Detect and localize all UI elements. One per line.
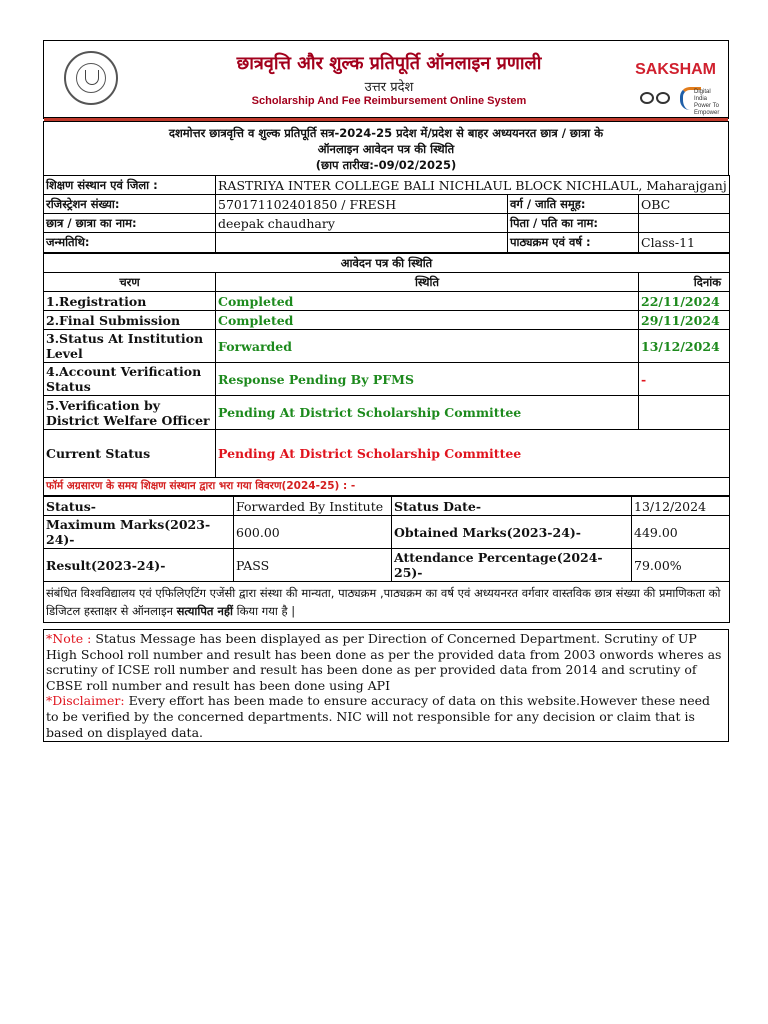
- student-name-label: छात्र / छात्रा का नाम:: [44, 214, 216, 233]
- stage-status: Completed: [216, 292, 639, 311]
- up-government-emblem-icon: [64, 51, 118, 105]
- course-label: पाठ्यक्रम एवं वर्ष :: [508, 233, 639, 253]
- col-status-header: स्थिति: [216, 273, 639, 292]
- header-banner: [43, 40, 729, 119]
- stage-status: Response Pending By PFMS: [216, 363, 639, 396]
- disclaimer-label: *Disclaimer:: [46, 693, 125, 709]
- saksham-brand: SAKSHAM: [635, 61, 716, 78]
- header-title-english: Scholarship And Fee Reimbursement Online System: [251, 95, 527, 107]
- institution-label: शिक्षण संस्थान एवं जिला :: [44, 176, 216, 195]
- stage-status: Completed: [216, 311, 639, 330]
- status-document: [43, 40, 729, 742]
- header-title-hindi: छात्रवृत्ति और शुल्क प्रतिपूर्ति ऑनलाइन प्रणाली: [236, 53, 542, 74]
- institution-value: RASTRIYA INTER COLLEGE BALI NICHLAUL BLOCK NICHLAUL, Maharajganj: [216, 176, 730, 195]
- category-value: OBC: [639, 195, 730, 214]
- table-row: [44, 330, 730, 363]
- table-row: [44, 292, 730, 311]
- stage-label: 3.Status At Institution Level: [44, 330, 216, 363]
- details-table: [43, 175, 730, 253]
- inst-status-value: Forwarded By Institute: [234, 497, 392, 516]
- dob-value: [216, 233, 508, 253]
- stage-label: 2.Final Submission: [44, 311, 216, 330]
- current-status-label: Current Status: [44, 430, 216, 478]
- form-title-line1: दशमोत्तर छात्रवृत्ति व शुल्क प्रतिपूर्ति सत्र-2024-25 प्रदेश में/प्रदेश से बाहर अध्ययनरत छात्र / छात्रा के: [168, 126, 604, 140]
- disclaimer-text: Every effort has been made to ensure accuracy of data on this website.However these need to be verified by the concerned departments. NIC will not responsible for any decision or claim that is based on displayed data.: [46, 693, 711, 740]
- col-stage-header: चरण: [44, 273, 216, 292]
- stage-date: [639, 396, 730, 430]
- stage-date: -: [639, 363, 730, 396]
- note-label: *Note :: [46, 631, 92, 646]
- current-status-row: [44, 430, 730, 478]
- header-state: उत्तर प्रदेश: [364, 80, 414, 95]
- application-status-table: [43, 253, 730, 496]
- note-text: Status Message has been displayed as per Direction of Concerned Department. Scrutiny of UP High School roll number and result has been done as per the provided data from 2003 onwords wheres as scrutiny of ICSE roll number and result has been done as per provided data from 2014 and scrutiny of CBSE roll number and result has been done using API: [46, 631, 722, 693]
- obtained-marks-label: Obtained Marks(2023-24)-: [392, 516, 632, 549]
- obtained-marks-value: 449.00: [632, 516, 730, 549]
- inst-status-label: Status-: [44, 497, 234, 516]
- cert-part2: किया गया है |: [236, 604, 296, 618]
- cert-not-verified: सत्यापित नहीं: [176, 604, 233, 618]
- attendance-label: Attendance Percentage(2024-25)-: [392, 549, 632, 582]
- attendance-value: 79.00%: [632, 549, 730, 582]
- certification-text: [44, 582, 730, 623]
- stage-status: Pending At District Scholarship Committee: [216, 396, 639, 430]
- form-title-line2: ऑनलाइन आवेदन पत्र की स्थिति: [317, 142, 455, 156]
- max-marks-label: Maximum Marks(2023-24)-: [44, 516, 234, 549]
- stage-date: 13/12/2024: [639, 330, 730, 363]
- institute-section-title: फॉर्म अग्रसारण के समय शिक्षण संस्थान द्वारा भरा गया विवरण(2024-25) : -: [44, 478, 730, 496]
- stage-status: Forwarded: [216, 330, 639, 363]
- current-status-value: Pending At District Scholarship Committee: [216, 430, 730, 478]
- header-logos: [638, 85, 720, 116]
- registration-label: रजिस्ट्रेशन संख्या:: [44, 195, 216, 214]
- col-date-header: दिनांक: [639, 273, 730, 292]
- table-row: [44, 311, 730, 330]
- form-title: [43, 121, 729, 175]
- stage-label: 1.Registration: [44, 292, 216, 311]
- cert-part1: संबंधित विश्वविद्यालय एवं एफिलिएटिंग एजेंसी द्वारा संस्था की मान्यता, पाठ्यक्रम ,पाठ्यक्रम का वर्ष एवं अध्ययनरत वर्गवार वास्तविक छात्र संख्या की प्रमाणिकता को डिजिटल हस्ताक्षर से ऑनलाइन: [46, 586, 721, 618]
- stage-label: 4.Account Verification Status: [44, 363, 216, 396]
- stage-date: 22/11/2024: [639, 292, 730, 311]
- swachh-bharat-glasses-icon: [638, 89, 674, 107]
- result-label: Result(2023-24)-: [44, 549, 234, 582]
- stage-label: 5.Verification by District Welfare Officer: [44, 396, 216, 430]
- father-name-label: पिता / पति का नाम:: [508, 214, 639, 233]
- print-date: (छाप तारीख:-09/02/2025): [315, 158, 457, 172]
- status-date-value: 13/12/2024: [632, 497, 730, 516]
- institute-details-table: [43, 496, 730, 623]
- father-name-value: [639, 214, 730, 233]
- result-value: PASS: [234, 549, 392, 582]
- dob-label: जन्मतिथि:: [44, 233, 216, 253]
- category-label: वर्ग / जाति समूह:: [508, 195, 639, 214]
- status-date-label: Status Date-: [392, 497, 632, 516]
- digital-india-text: Digital India Power To Empower: [694, 89, 720, 116]
- stage-date: 29/11/2024: [639, 311, 730, 330]
- registration-value: 570171102401850 / FRESH: [216, 195, 508, 214]
- status-section-title: आवेदन पत्र की स्थिति: [44, 254, 730, 273]
- note-box: [43, 629, 729, 742]
- course-value: Class-11: [639, 233, 730, 253]
- table-row: [44, 363, 730, 396]
- max-marks-value: 600.00: [234, 516, 392, 549]
- table-row: [44, 396, 730, 430]
- student-name-value: deepak chaudhary: [216, 214, 508, 233]
